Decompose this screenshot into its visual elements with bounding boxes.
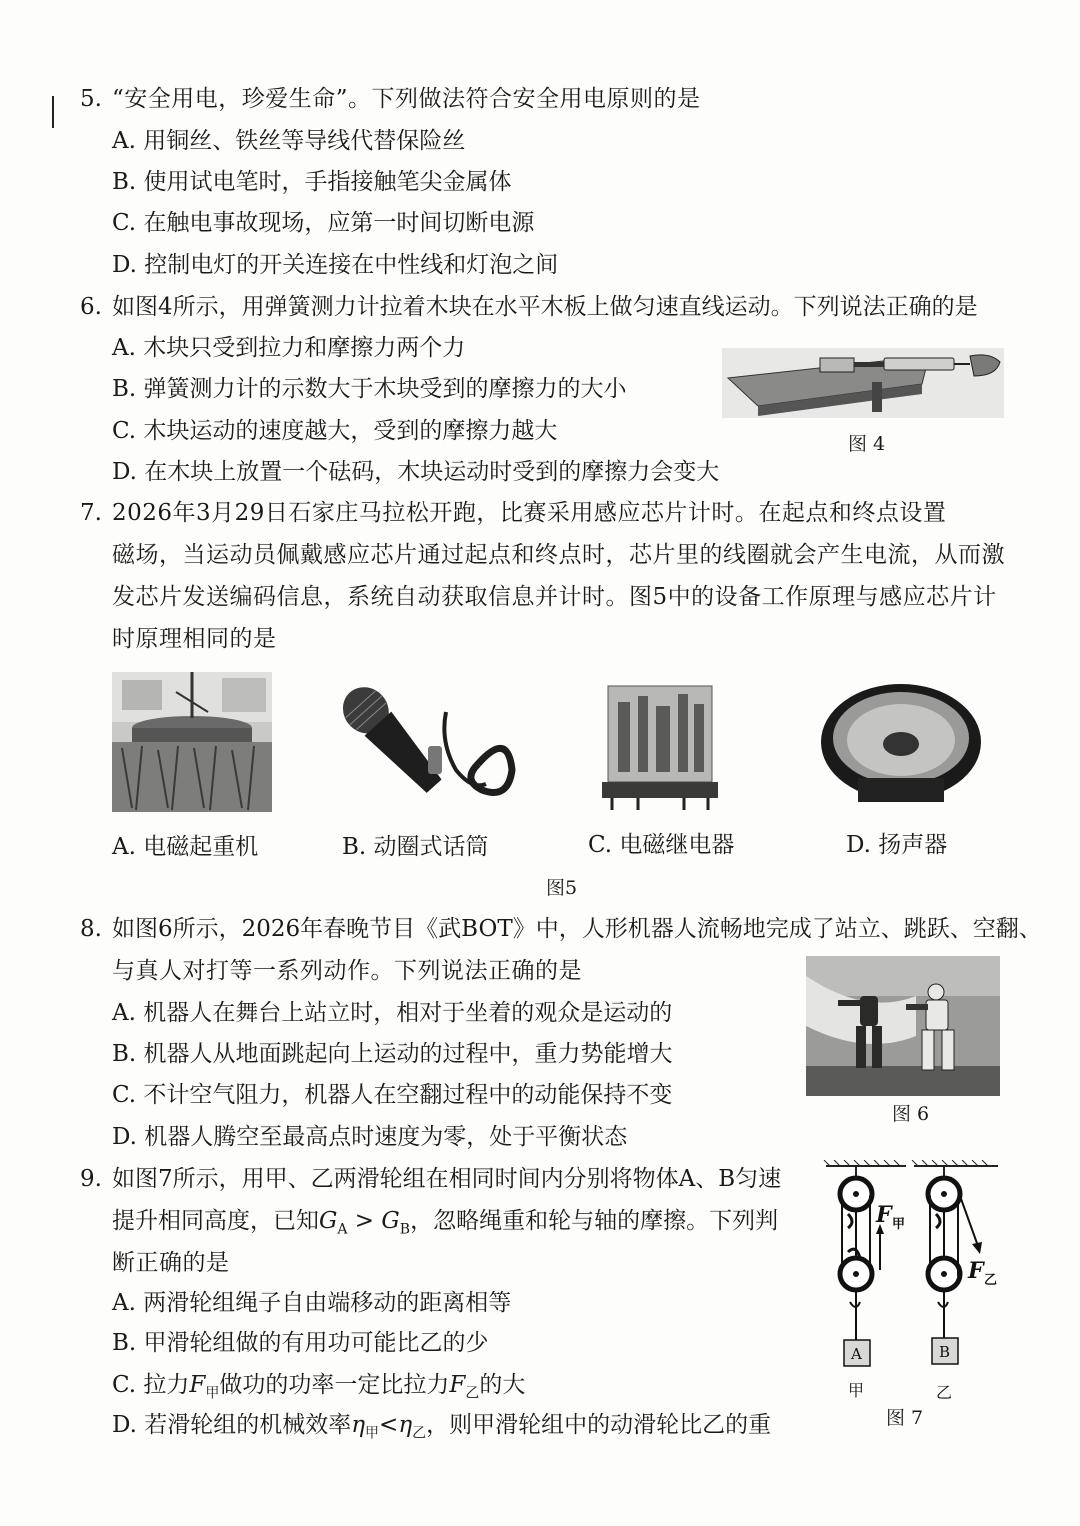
force-left-sub: 甲: [892, 1217, 906, 1232]
q6-option-a: A. 木块只受到拉力和摩擦力两个力: [112, 335, 466, 361]
q6-option-b: B. 弹簧测力计的示数大于木块受到的摩擦力的大小: [112, 376, 627, 402]
q9-f-sub-2: 乙: [465, 1385, 480, 1402]
figure5-caption: 图5: [546, 877, 578, 899]
q9-line-2-post: ，忽略绳重和轮与轴的摩擦。下列判: [410, 1208, 779, 1234]
q8-option-a: A. 机器人在舞台上站立时，相对于坐着的观众是运动的: [112, 1000, 673, 1026]
figure5-electromagnetic-crane-photo: [112, 672, 272, 812]
figure7-caption: 图 7: [886, 1407, 924, 1429]
box-a-label: A: [851, 1345, 862, 1363]
q9-g-sub-b: B: [399, 1221, 411, 1238]
force-right-label: F: [968, 1258, 984, 1284]
figure5-relay-photo: [598, 682, 724, 814]
figure5-loudspeaker-photo: [818, 682, 984, 806]
q6-number: 6.: [80, 294, 102, 320]
figure5-choice-d: D. 扬声器: [846, 832, 948, 858]
q5-option-d: D. 控制电灯的开关连接在中性线和灯泡之间: [112, 252, 559, 278]
figure5-choice-b: B. 动圈式话筒: [342, 834, 489, 860]
q9-eta-sub-1: 甲: [365, 1425, 380, 1442]
q9-option-d-post: ，则甲滑轮组中的动滑轮比乙的重: [426, 1412, 772, 1438]
q9-eta-symbol-1: η: [351, 1412, 366, 1438]
q9-option-c: [112, 1370, 525, 1409]
q9-eta-sub-2: 乙: [412, 1425, 427, 1442]
q9-line-3: 断正确的是: [112, 1250, 230, 1276]
q9-f-sub-1: 甲: [205, 1385, 220, 1402]
q8-option-d: D. 机器人腾空至最高点时速度为零，处于平衡状态: [112, 1124, 628, 1150]
q8-option-b: B. 机器人从地面跳起向上运动的过程中，重力势能增大: [112, 1041, 673, 1067]
q9-f-symbol-2: F: [449, 1372, 466, 1398]
q6-option-c: C. 木块运动的速度越大，受到的摩擦力越大: [112, 418, 558, 444]
q9-option-c-post: 的大: [479, 1372, 526, 1398]
figure5-microphone-photo: [338, 676, 528, 816]
q9-option-c-mid: 做功的功率一定比拉力: [219, 1372, 450, 1398]
q9-gt-sign: >: [347, 1208, 382, 1234]
q9-g-symbol-b: G: [381, 1208, 400, 1234]
figure4-spring-scale-photo: [722, 348, 1004, 418]
q7-line-4: 时原理相同的是: [112, 626, 277, 652]
q9-lt-sign: <: [379, 1412, 399, 1438]
q5-option-b: B. 使用试电笔时，手指接触笔尖金属体: [112, 169, 512, 195]
q5-number: 5.: [80, 86, 102, 112]
force-left-label: F: [876, 1202, 892, 1228]
figure5-choice-c: C. 电磁继电器: [588, 832, 735, 858]
q9-option-b: B. 甲滑轮组做的有用功可能比乙的少: [112, 1330, 489, 1356]
q8-option-c: C. 不计空气阻力，机器人在空翻过程中的动能保持不变: [112, 1082, 673, 1108]
q7-line-2: 磁场，当运动员佩戴感应芯片通过起点和终点时，芯片里的线圈就会产生电流，从而激: [112, 542, 1005, 568]
q9-line-2: [112, 1206, 778, 1245]
left-system-label: 甲: [848, 1381, 865, 1400]
margin-mark: [52, 96, 54, 128]
q9-f-symbol-1: F: [189, 1372, 206, 1398]
figure6-robot-photo: [806, 956, 1000, 1096]
q8-number: 8.: [80, 916, 102, 942]
q6-option-d: D. 在木块上放置一个砝码，木块运动时受到的摩擦力会变大: [112, 459, 720, 485]
q5-option-c: C. 在触电事故现场，应第一时间切断电源: [112, 210, 535, 236]
q6-stem: 如图4所示，用弹簧测力计拉着木块在水平木板上做匀速直线运动。下列说法正确的是: [112, 294, 978, 320]
q7-line-3: 发芯片发送编码信息，系统自动获取信息并计时。图5中的设备工作原理与感应芯片计: [112, 584, 997, 610]
figure5-choice-a: A. 电磁起重机: [112, 834, 259, 860]
box-b-label: B: [939, 1343, 951, 1361]
q8-line-1: 如图6所示，2026年春晚节目《武BOT》中，人形机器人流畅地完成了站立、跳跃、空翻、: [112, 916, 1042, 942]
q7-number: 7.: [80, 500, 102, 526]
right-system-label: 乙: [936, 1383, 953, 1402]
q7-line-1: 2026年3月29日石家庄马拉松开跑，比赛采用感应芯片计时。在起点和终点设置: [112, 500, 947, 526]
q9-g-sub-a: A: [337, 1221, 348, 1238]
q9-line-2-pre: 提升相同高度，已知: [112, 1208, 319, 1234]
q9-eta-symbol-2: η: [398, 1412, 413, 1438]
q9-option-d: [112, 1410, 771, 1449]
force-arrow-right: [972, 1242, 982, 1254]
q9-number: 9.: [80, 1166, 102, 1192]
q9-option-a: A. 两滑轮组绳子自由端移动的距离相等: [112, 1290, 512, 1316]
figure4-caption: 图 4: [848, 433, 886, 455]
q9-line-1: 如图7所示，用甲、乙两滑轮组在相同时间内分别将物体A、B匀速: [112, 1166, 782, 1192]
q9-option-c-pre: C. 拉力: [112, 1372, 190, 1398]
force-right-sub: 乙: [984, 1273, 998, 1288]
q9-option-d-pre: D. 若滑轮组的机械效率: [112, 1412, 352, 1438]
q5-stem: “安全用电，珍爱生命”。下列做法符合安全用电原则的是: [112, 86, 701, 112]
q8-line-2: 与真人对打等一系列动作。下列说法正确的是: [112, 958, 582, 984]
figure6-caption: 图 6: [892, 1103, 930, 1125]
q9-g-symbol-a: G: [319, 1208, 338, 1234]
q5-option-a: A. 用铜丝、铁丝等导线代替保险丝: [112, 128, 466, 154]
